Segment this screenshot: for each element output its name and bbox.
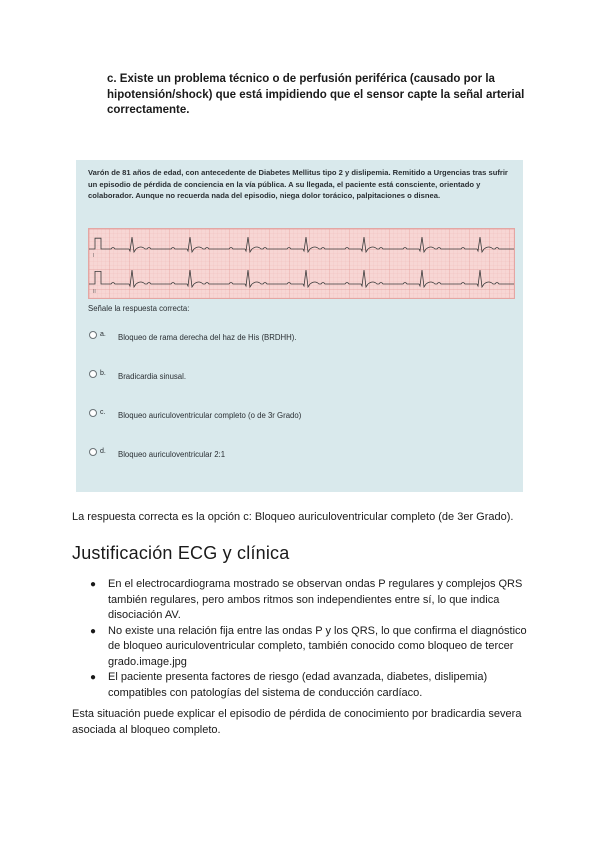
- option-b[interactable]: [89, 370, 187, 381]
- closing-paragraph: Esta situación puede explicar el episodio de pérdida de conocimiento por bradicardia severa asociada al bloqueo completo.: [72, 708, 522, 736]
- option-c-letter: c.: [100, 409, 106, 416]
- option-c-text: c. Existe un problema técnico o de perfusión periférica (causado por la hipotensión/shock) que está impidiendo que el sensor capte la señal arterial correctamente.: [107, 73, 525, 116]
- answer-prompt: Señale la respuesta correcta:: [88, 304, 190, 313]
- justification-list: [72, 577, 532, 701]
- option-b-text: Bradicardia sinusal.: [118, 372, 187, 381]
- option-c[interactable]: [89, 409, 302, 420]
- list-item-text: En el electrocardiograma mostrado se observan ondas P regulares y complejos QRS también regulares, pero ambos ritmos son independientes entre sí, lo que indica disociación AV.: [108, 578, 523, 621]
- option-d-letter: d.: [100, 448, 106, 455]
- section-heading: Justificación ECG y clínica: [72, 543, 290, 563]
- list-item: [72, 577, 532, 624]
- bullet-icon: ●: [90, 672, 97, 683]
- radio-d[interactable]: [89, 448, 97, 456]
- option-b-letter: b.: [100, 370, 106, 377]
- radio-a[interactable]: [89, 331, 97, 339]
- ecg-lead-label-bottom: II: [93, 289, 96, 295]
- question-stem: Varón de 81 años de edad, con antecedente de Diabetes Mellitus tipo 2 y dislipemia. Remitido a Urgencias tras sufrir un episodio de pérdida de conciencia en la vía pública. A su llegada, el paciente está consciente, orientado y colaborador. Aunque no recuerda nada del episodio, niega dolor torácico, palpitaciones o disnea.: [88, 168, 508, 201]
- ecg-tracing: [89, 229, 514, 298]
- option-a-text: Bloqueo de rama derecha del haz de His (BRDHH).: [118, 333, 297, 342]
- radio-b[interactable]: [89, 370, 97, 378]
- ecg-lead-label-top: I: [93, 253, 95, 259]
- bullet-icon: ●: [90, 625, 97, 637]
- bullet-icon: ●: [90, 579, 97, 590]
- list-item-text: No existe una relación fija entre las ondas P y los QRS, lo que confirma el diagnóstico de bloqueo auriculoventricular completo, también conocido como bloqueo de tercer grado.image.jpg: [108, 624, 527, 668]
- answer-statement: La respuesta correcta es la opción c: Bloqueo auriculoventricular completo (de 3er Grado).: [72, 511, 514, 523]
- list-item: [72, 624, 532, 671]
- option-d-text: Bloqueo auriculoventricular 2:1: [118, 450, 226, 459]
- option-d[interactable]: [89, 448, 226, 459]
- list-item: [72, 670, 532, 701]
- option-a-letter: a.: [100, 331, 106, 338]
- option-a[interactable]: [89, 331, 297, 342]
- list-item-text: El paciente presenta factores de riesgo (edad avanzada, diabetes, dislipemia) compatibles con patologías del sistema de conducción cardíaco.: [108, 671, 488, 699]
- quiz-screenshot: [76, 160, 523, 492]
- ecg-strip: [88, 228, 515, 299]
- radio-c[interactable]: [89, 409, 97, 417]
- option-c-text-quiz: Bloqueo auriculoventricular completo (o de 3r Grado): [118, 411, 302, 420]
